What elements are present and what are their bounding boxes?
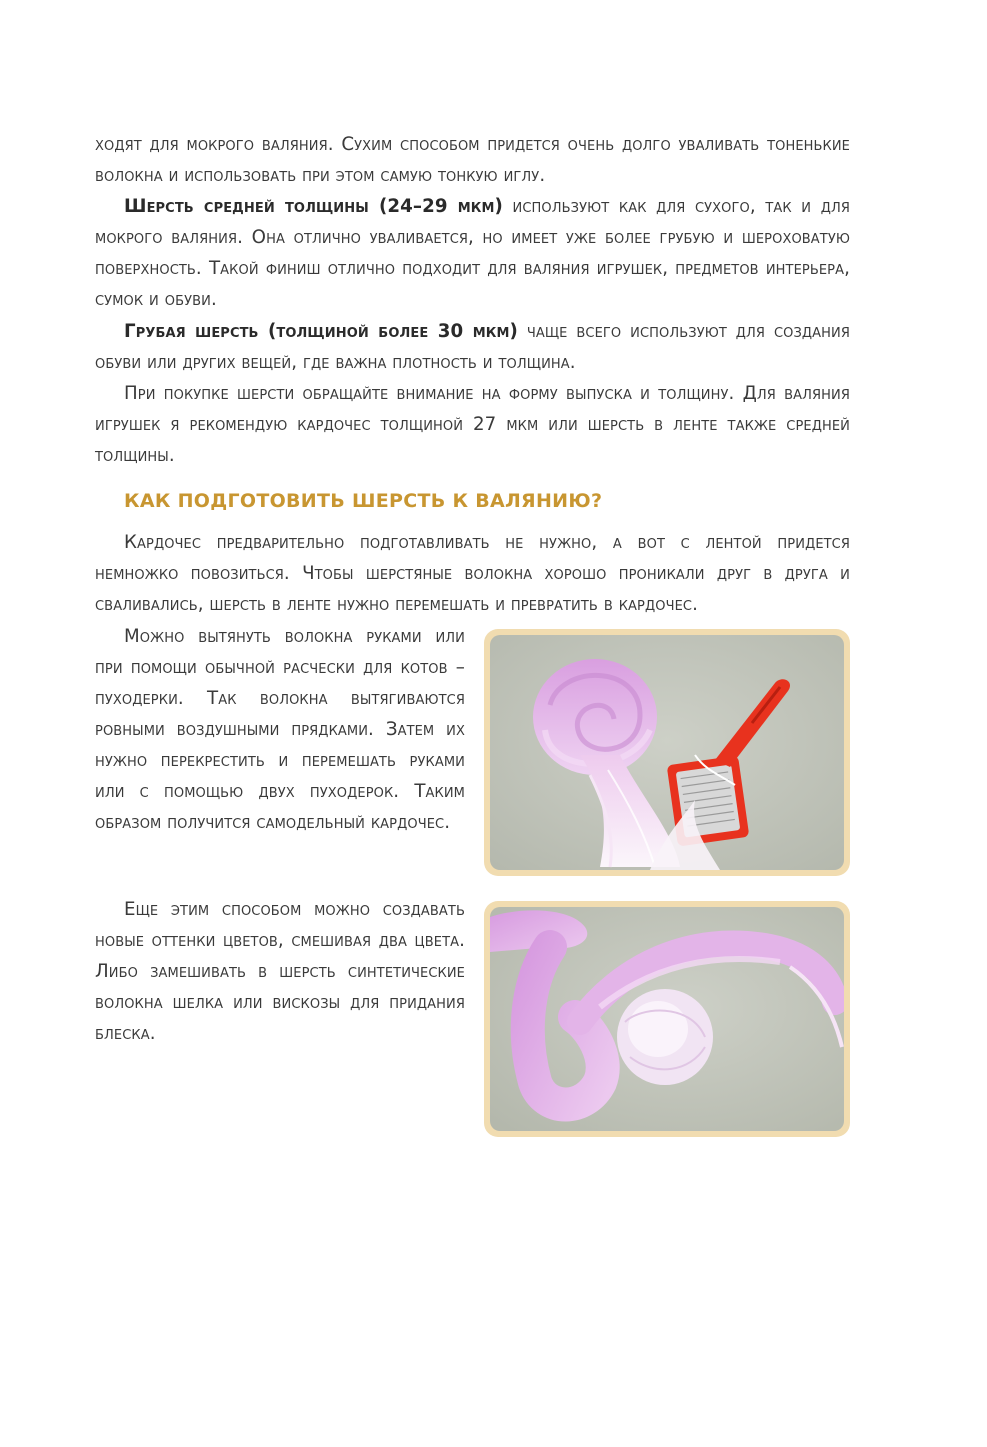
paragraph-preparation: Кардочес предварительно подготавливать не нужно, а вот с лентой придется немножко повозиться. Чтобы шерстяные волокна хорошо проникали друг в друга и сваливались, шерсть в ленте нужно перемешать и превратить в кардочес.: [95, 532, 850, 615]
paragraph-coarse-wool-text: чаще всего используют для создания обуви или других вещей, где важна плотность и толщина.: [95, 321, 850, 373]
photo-wool-roving-and-carded-fluff: [490, 907, 844, 1131]
section-heading: КАК ПОДГОТОВИТЬ ШЕРСТЬ К ВАЛЯНИЮ?: [124, 490, 603, 512]
photo-frame-brush: [484, 629, 850, 876]
paragraph-pulling-fibers: Можно вытянуть волокна руками или при помощи обычной расчески для котов – пуходерки. Так волокна вытягиваются ровными воздушными прядками. Затем их нужно перекрестить и перемешать руками или с помощью двух пуходерок. Таким образом получится самодельный кардочес.: [95, 626, 465, 833]
term-medium-wool: Шерсть средней толщины (24–29 мкм): [124, 196, 503, 217]
photo-wool-and-slicker-brush: [490, 635, 844, 870]
paragraph-continuation: ходят для мокрого валяния. Сухим способом придется очень долго уваливать тоненькие волокна и использовать при этом самую тонкую иглу.: [95, 134, 850, 186]
paragraph-medium-wool-text: используют как для сухого, так и для мокрого валяния. Она отлично уваливается, но имеет уже более грубую и шероховатую поверхность. Такой финиш отлично подходит для валяния игрушек, предметов интерьера, сумок и обуви.: [95, 196, 850, 310]
paragraph-medium-wool: [95, 191, 850, 315]
photo-frame-roving: [484, 901, 850, 1137]
paragraph-mixing-colors: Еще этим способом можно создавать новые оттенки цветов, смешивая два цвета. Либо замешивать в шерсть синтетические волокна шелка или вискозы для придания блеска.: [95, 899, 465, 1044]
paragraph-coarse-wool: [95, 316, 850, 378]
paragraph-buying-advice: При покупке шерсти обращайте внимание на форму выпуска и толщину. Для валяния игрушек я рекомендую кардочес толщиной 27 мкм или шерсть в ленте также средней толщины.: [95, 383, 850, 466]
term-coarse-wool: Грубая шерсть (толщиной более 30 мкм): [124, 321, 518, 342]
